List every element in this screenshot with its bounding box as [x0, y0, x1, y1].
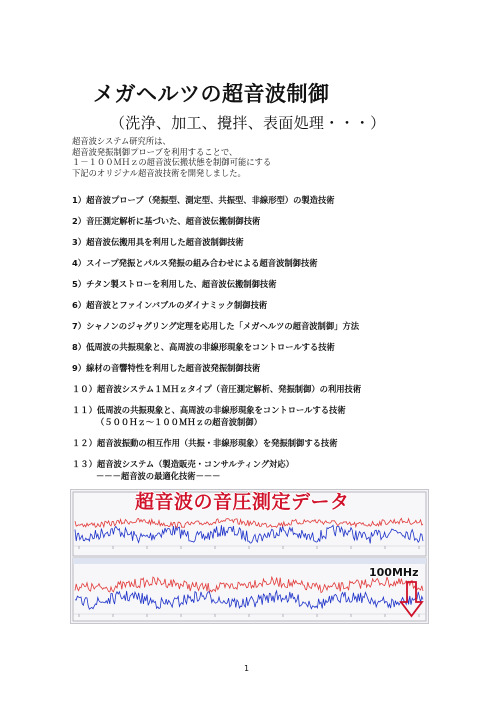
- list-item: １２）超音波振動の相互作用（共振・非線形現象）を発振制御する技術: [72, 438, 338, 448]
- list-item: １３）超音波システム（製造販売・コンサルティング対応）: [72, 459, 294, 469]
- list-item: 6）超音波とファインバブルのダイナミック制御技術: [72, 300, 268, 310]
- list-item-subline: －－－超音波の最適化技術－－－: [96, 471, 221, 481]
- intro-line: 超音波システム研究所は、: [72, 136, 171, 146]
- intro-line: 下記のオリジナル超音波技術を開発しました。: [72, 167, 246, 178]
- list-item-subline: （５００Ｈｚ～１００ＭＨｚの超音波制御）: [96, 417, 262, 427]
- page-title: メガヘルツの超音波制御: [93, 82, 330, 106]
- list-item: 5）チタン製ストローを利用した、超音波伝搬制御技術: [72, 279, 277, 289]
- intro-line: １－１００ＭＨｚの超音波伝搬状態を制御可能にする: [72, 157, 272, 167]
- frequency-label: 100MHz: [369, 566, 419, 579]
- sound-pressure-figure: [70, 489, 429, 624]
- list-item: 9）線材の音響特性を利用した超音波発振制御技術: [72, 363, 261, 373]
- page-subtitle: （洗浄、加工、攪拌、表面処理・・・）: [110, 114, 386, 132]
- lower-plot-toolbar: [73, 558, 426, 564]
- list-item: 1）超音波プローブ（発振型、測定型、共振型、非線形型）の製造技術: [72, 195, 335, 205]
- intro-line: 超音波発振制御プローブを利用することで、: [72, 146, 238, 157]
- list-item: 2）音圧測定解析に基づいた、超音波伝搬制御技術: [72, 216, 261, 226]
- list-item: 8）低周波の共振現象と、高周波の非線形現象をコントロールする技術: [72, 342, 335, 352]
- intro-paragraph: [72, 136, 271, 178]
- list-item: １０）超音波システム１ＭＨｚタイプ（音圧測定解析、発振制御）の利用技術: [72, 384, 362, 394]
- list-item: １１）低周波の共振現象と、高周波の非線形現象をコントロールする技術: [72, 405, 346, 415]
- figure-title: 超音波の音圧測定データ: [135, 491, 350, 513]
- page-number: 1: [244, 664, 250, 673]
- list-item: 4）スイープ発振とパルス発振の組み合わせによる超音波制御技術: [72, 258, 318, 268]
- list-item: 7）シャノンのジャグリング定理を応用した「メガヘルツの超音波制御」方法: [72, 321, 360, 331]
- list-item: 3）超音波伝搬用具を利用した超音波制御技術: [72, 237, 244, 247]
